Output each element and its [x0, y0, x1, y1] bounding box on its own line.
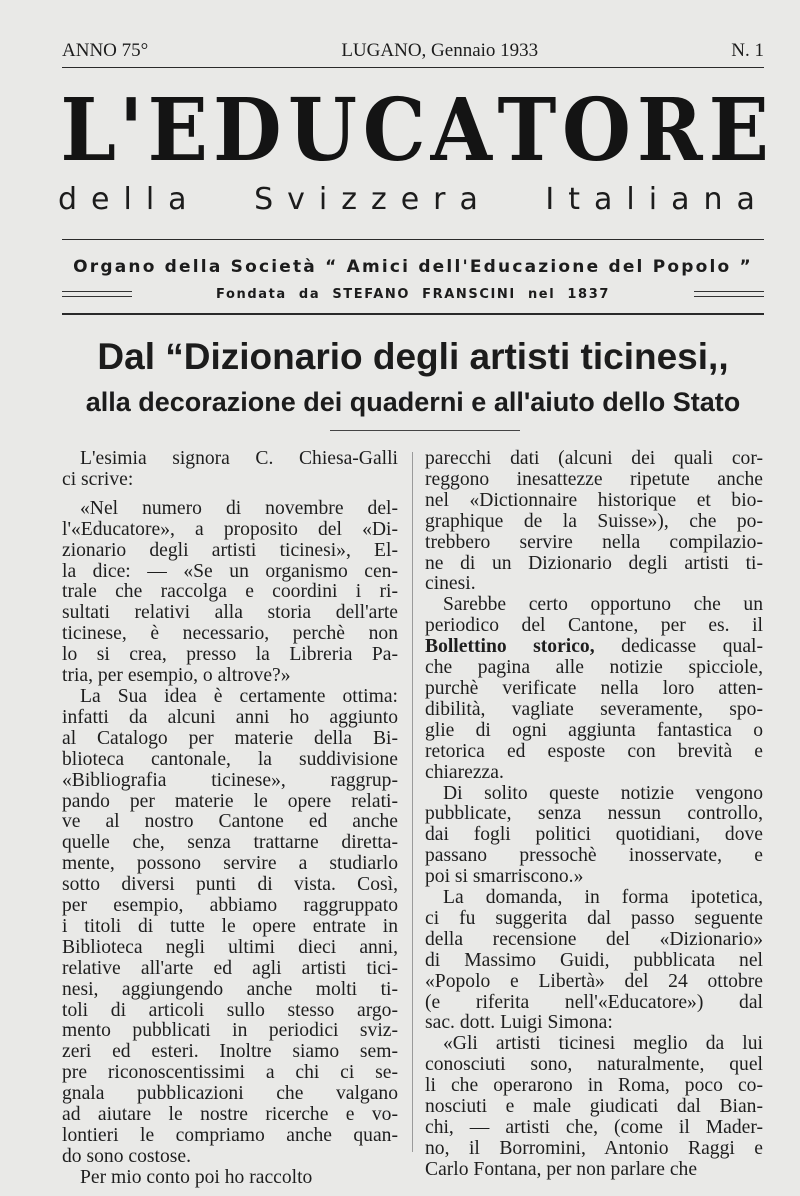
masthead-letter: A	[431, 80, 493, 181]
issue-year: ANNO 75°	[62, 40, 149, 61]
text-line: retorica ed esposte con brevità e	[425, 740, 763, 762]
text-line: ve al nostro Cantone ed anche	[62, 811, 398, 833]
left-column	[62, 449, 398, 1189]
text-line: mente, possono servire a studiarlo	[62, 853, 398, 875]
text-line: pando per materie le opere relati-	[62, 790, 398, 812]
left-double-rule	[62, 291, 132, 297]
text-line: Di solito queste notizie vengono	[443, 782, 763, 804]
text-line: dibilità, vagliate severamente, spo-	[425, 698, 763, 720]
text-line: che pagina alle notizie spicciole,	[425, 657, 763, 679]
text-line: quelle che, senza trattarne diretta-	[62, 832, 398, 854]
text-line	[425, 637, 763, 658]
text-line: do sono costose.	[62, 1145, 191, 1167]
text-line: lo si crea, presso la Libreria Pa-	[62, 644, 398, 666]
founded-row	[62, 284, 764, 304]
text-line: della recensione del «Dizionario»	[425, 928, 763, 950]
masthead-letter: T	[497, 80, 557, 181]
text-line: «Bibliografia ticinese», raggrup-	[62, 769, 398, 791]
text-line: «Nel numero di novembre del-	[80, 497, 398, 519]
text-line: ticinese, è necessario, perchè non	[62, 623, 398, 645]
issue-place-date: LUGANO, Gennaio 1933	[341, 40, 539, 61]
headline-rule	[330, 430, 520, 431]
text-line: nel «Dictionnaire historique et bio-	[425, 489, 763, 511]
issue-number: N. 1	[731, 40, 764, 61]
text-line: Per mio conto poi ho raccolto	[80, 1166, 313, 1188]
text-line: L'esimia signora C. Chiesa-Galli	[80, 448, 398, 469]
text-line: cinesi.	[425, 573, 476, 595]
issue-header	[62, 38, 764, 64]
text-line: lontieri le compriamo anche quan-	[62, 1125, 398, 1146]
text-line: reggono inesattezze ripetute anche	[425, 468, 763, 490]
text-line: poi si smarriscono.»	[425, 866, 584, 888]
text-line: di Massimo Guidi, pubblicata nel	[425, 949, 763, 971]
masthead-subtitle: della Svizzera Italiana	[58, 182, 769, 217]
text-line: ne di un Dizionario degli artisti ti-	[425, 552, 763, 574]
text-line: i titoli di tutte le opere entrate in	[62, 915, 398, 937]
masthead-letter: E	[147, 80, 208, 181]
masthead-letter: '	[119, 80, 144, 181]
text-line: La domanda, in forma ipotetica,	[443, 887, 763, 909]
text-line: chi, — artisti che, (come il Mader-	[425, 1117, 763, 1138]
text-line: li che operarono in Roma, poco co-	[425, 1075, 763, 1097]
text-line: chiarezza.	[425, 761, 504, 783]
masthead-letter: U	[287, 80, 357, 181]
text-line: parecchi dati (alcuni dei quali cor-	[425, 448, 763, 469]
text-line: glie di ogni aggiunta fantastica o	[425, 719, 763, 741]
text-line: ci scrive:	[62, 468, 134, 490]
masthead-letter: R	[636, 80, 703, 181]
article-subheadline: alla decorazione dei quaderni e all'aiuto dello Stato	[85, 387, 741, 417]
text-line: trebbero servire nella compilazio-	[425, 531, 763, 553]
text-line: passano pressochè inosservate, e	[425, 845, 763, 867]
right-double-rule	[694, 291, 764, 297]
text-line: blioteca cantonale, la suddivisione	[62, 748, 398, 770]
text-line: nesi, aggiungendo anche molti ti-	[62, 978, 398, 1000]
text-line: per esempio, abbiamo raggruppato	[62, 895, 398, 917]
text-line: pre riconoscentissimi a chi ci se-	[62, 1062, 398, 1084]
text-line: ad aiutare le nostre ricerche e vo-	[62, 1104, 398, 1126]
text-line: purchè verificate nella loro atten-	[425, 677, 763, 699]
text-line: periodico del Cantone, per es. il	[425, 615, 763, 637]
text-line: ci fu suggerita dal passo seguente	[425, 907, 763, 929]
text-line: toli di articoli sullo stesso argo-	[62, 999, 398, 1021]
text-line: Biblioteca negli ultimi dieci anni,	[62, 936, 398, 958]
text-line: dai fogli politici quotidiani, dove	[425, 824, 763, 846]
text-line: al Catalogo per materie della Bi-	[62, 727, 398, 749]
text-line: zeri ed esteri. Inoltre siamo sem-	[62, 1041, 398, 1063]
text-line: gnala pubblicazioni che valgano	[62, 1083, 398, 1105]
text-line: relative all'arte ed agli artisti tici-	[62, 957, 398, 979]
text-line: trale che raccolga e coordini i ri-	[62, 581, 398, 603]
text-line: Sarebbe certo opportuno che un	[443, 594, 763, 616]
founded-line: Fondata da STEFANO FRANSCINI nel 1837	[215, 286, 610, 302]
text-line: zionario degli artisti ticinesi», El-	[62, 539, 398, 561]
header-rule	[62, 67, 764, 68]
masthead-letter: O	[562, 80, 632, 181]
text-line: mento pubblicati in periodici sviz-	[62, 1020, 398, 1042]
masthead-title	[58, 80, 769, 181]
masthead-letter: E	[708, 80, 769, 181]
column-divider	[412, 452, 413, 1152]
text-line: «Gli artisti ticinesi meglio da lui	[443, 1033, 763, 1055]
text-line: l'«Educatore», a proposito del «Di-	[62, 518, 398, 540]
masthead-rule	[62, 239, 764, 240]
text-line: sotto diversi punti di vista. Così,	[62, 874, 398, 896]
organ-line: Organo della Società “ Amici dell'Educazione del Popolo ”	[73, 257, 753, 277]
masthead-letter: L	[60, 80, 117, 181]
text-line-rest: dedicasse qual-	[594, 636, 763, 658]
text-line: (e riferita nell'«Educatore») dal	[425, 991, 763, 1013]
text-line: «Popolo e Libertà» del 24 ottobre	[425, 970, 763, 992]
masthead-letter: C	[362, 80, 426, 181]
text-line: infatti da alcuni anni ho aggiunto	[62, 706, 398, 728]
text-line: La Sua idea è certamente ottima:	[80, 685, 398, 707]
right-column	[425, 449, 763, 1181]
text-line: Carlo Fontana, per non parlare che	[425, 1158, 698, 1180]
text-line: tria, per esempio, o altrove?»	[62, 665, 291, 687]
text-line: sultati relativi alla storia dell'arte	[62, 602, 398, 624]
text-line: no, il Borromini, Antonio Raggi e	[425, 1137, 763, 1159]
bold-title: Bollettino storico,	[425, 636, 595, 658]
text-line: conosciuti sono, naturalmente, quel	[425, 1054, 763, 1076]
text-line: nosciuti e male giudicati dal Bian-	[425, 1096, 763, 1118]
text-line: sac. dott. Luigi Simona:	[425, 1012, 613, 1034]
masthead-letter: D	[213, 80, 282, 181]
text-line: pubblicate, senza nessun controllo,	[425, 803, 763, 825]
text-line: la dice: — «Se un organismo cen-	[62, 560, 398, 582]
section-rule	[62, 313, 764, 315]
article-headline: Dal “Dizionario degli artisti ticinesi,,	[97, 336, 729, 377]
text-line: graphique de la Suisse»), che po-	[425, 510, 763, 532]
